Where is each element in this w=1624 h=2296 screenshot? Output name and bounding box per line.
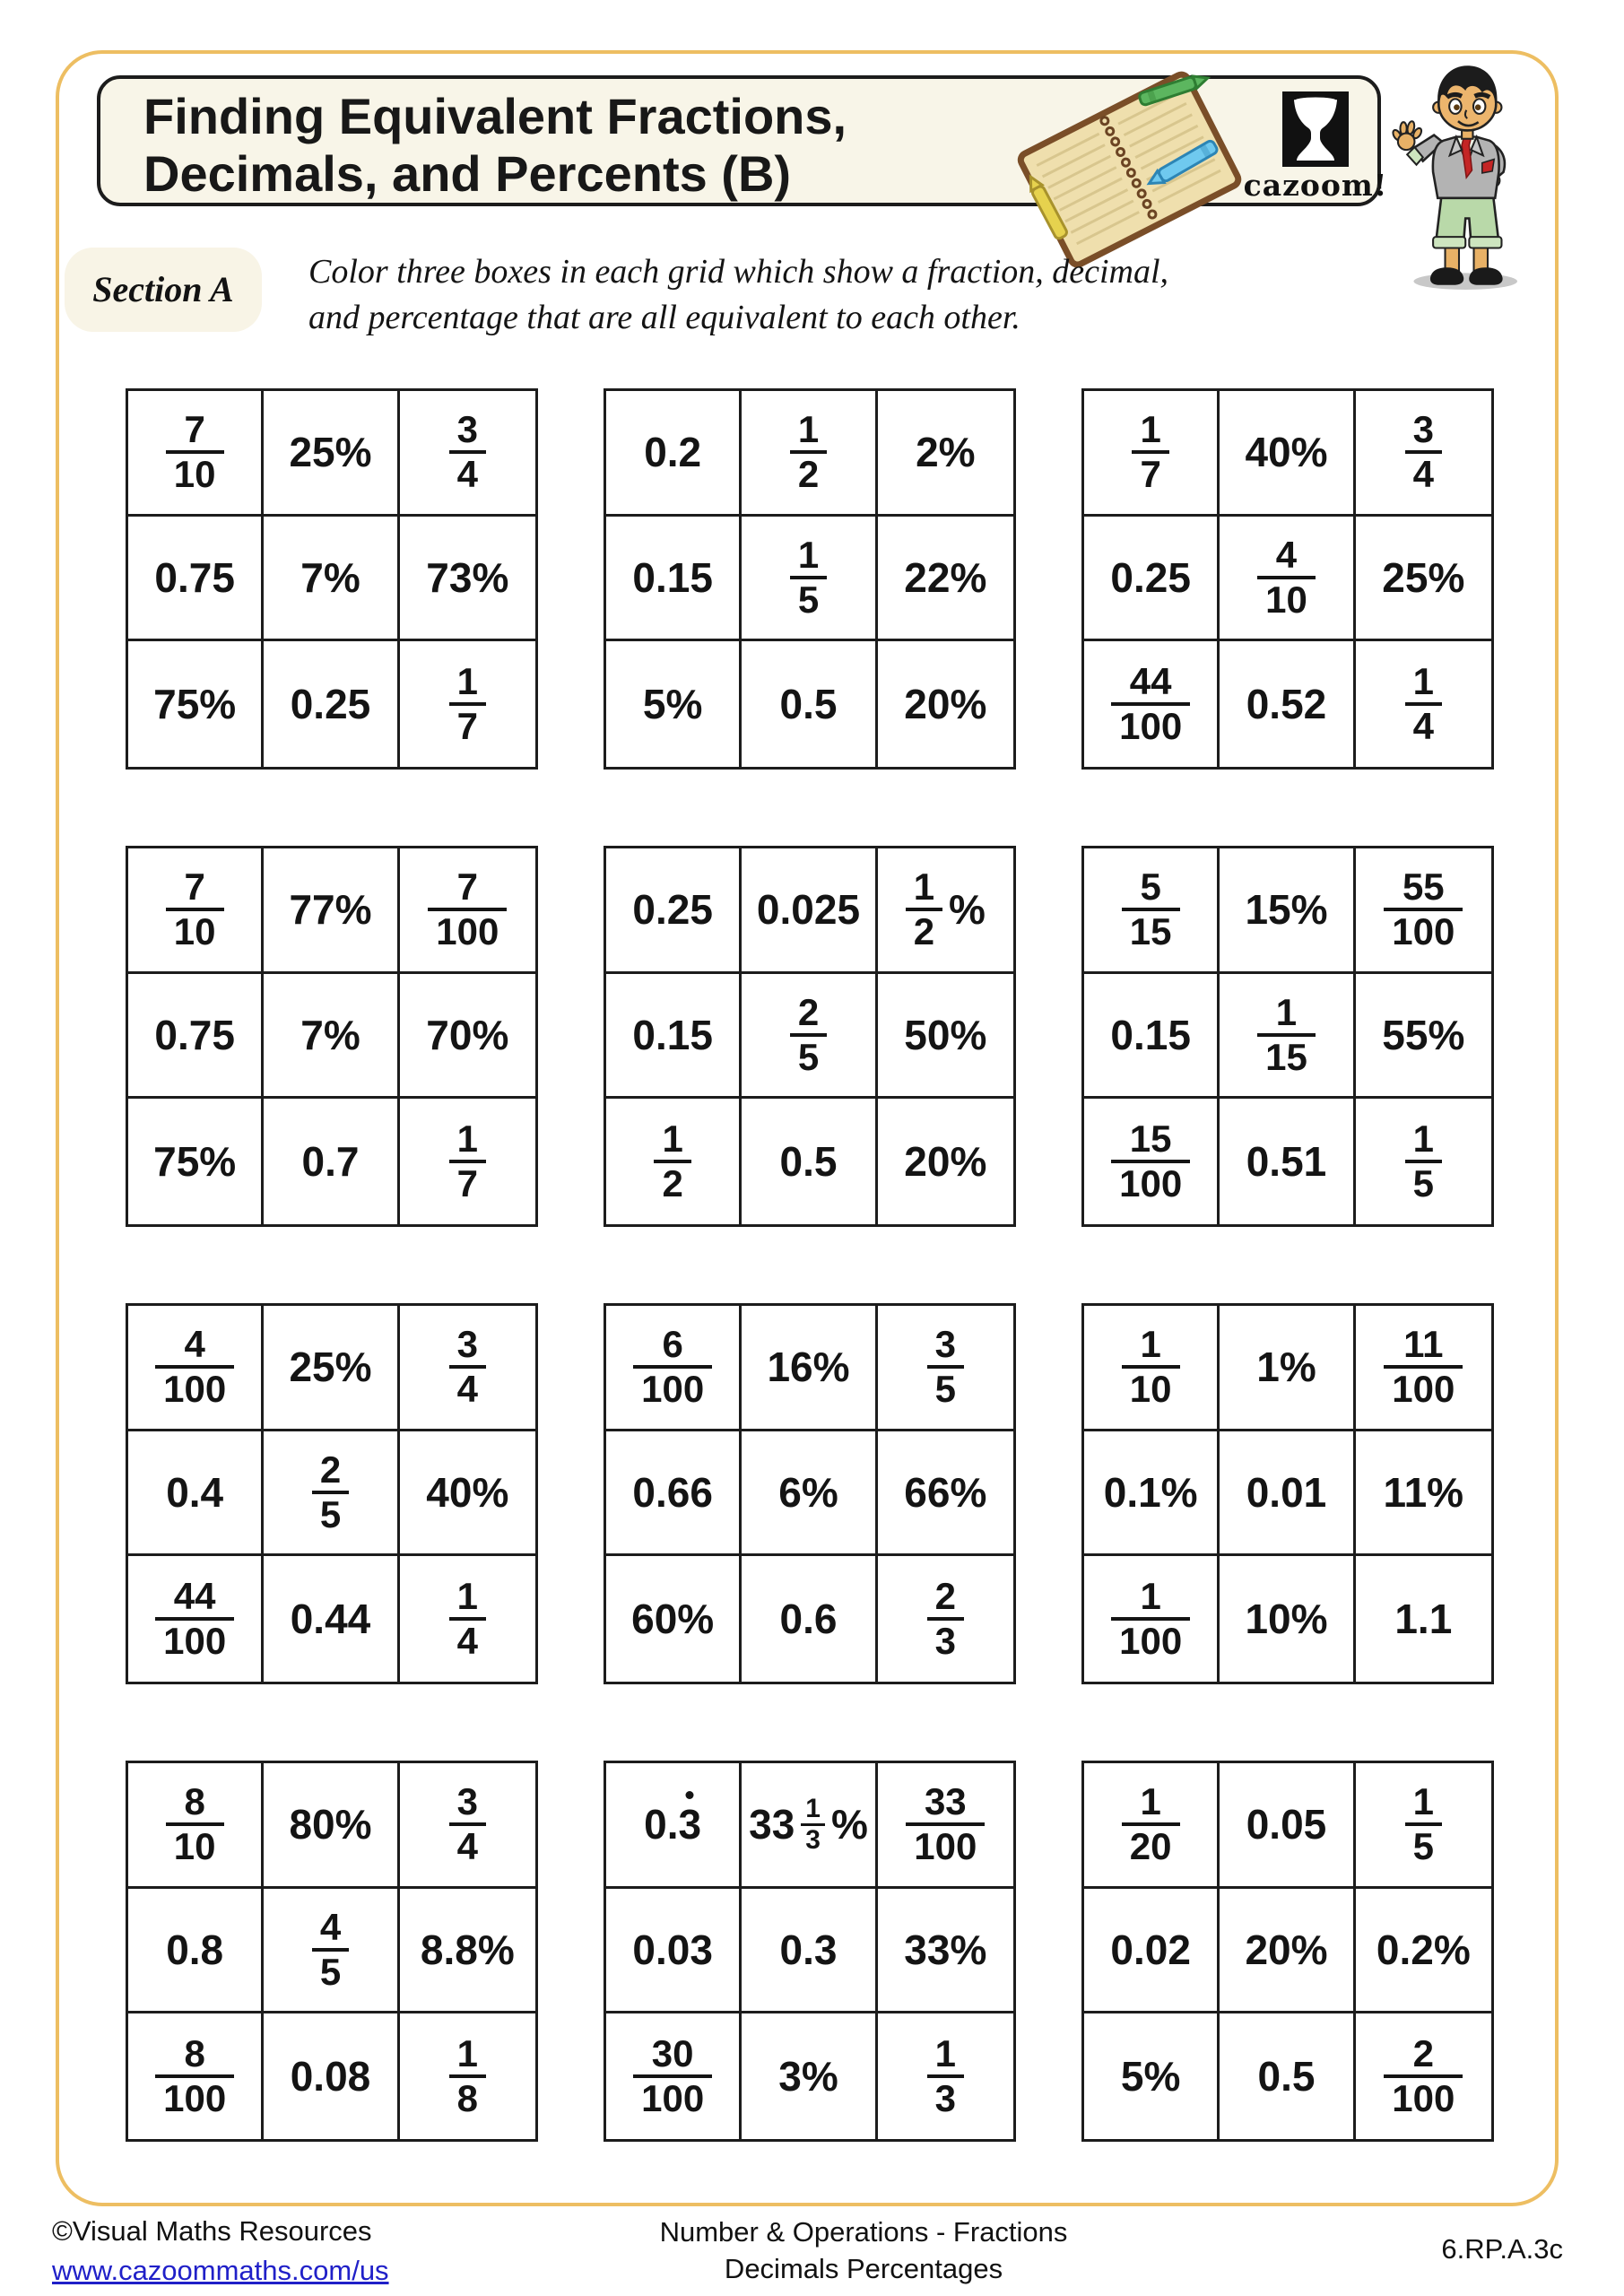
cell-value: 7%	[300, 553, 360, 601]
grid-11-cell-6[interactable]	[878, 1889, 1013, 2014]
grid-3-cell-9[interactable]	[1356, 641, 1491, 767]
grid-1	[126, 388, 538, 770]
cell-value: 0.7	[301, 1138, 360, 1186]
cell-value: 0.25	[1110, 553, 1191, 601]
grid-3-cell-8[interactable]	[1220, 641, 1355, 767]
grid-11-cell-7[interactable]	[606, 2013, 742, 2139]
fraction-value: $\frac{1}{7}$	[1132, 409, 1168, 495]
fraction-value: $\frac{7}{10}$	[166, 866, 224, 952]
grid-3-cell-4[interactable]	[1084, 517, 1220, 642]
cell-value: 25%	[289, 1344, 372, 1391]
section-a-label: Section A	[65, 248, 262, 332]
grid-5-cell-3[interactable]	[878, 848, 1013, 974]
cell-value: 0.75	[154, 553, 235, 601]
fraction-value: $\frac{1}{3}$	[927, 2033, 964, 2119]
cell-value: 0.5	[779, 1138, 838, 1186]
grid-5	[604, 846, 1016, 1227]
cell-value: 0.02	[1110, 1926, 1191, 1973]
fraction-value: $\frac{1}{8}$	[449, 2033, 486, 2119]
footer-topic-line1: Number & Operations - Fractions	[659, 2216, 1068, 2248]
grid-12-cell-8[interactable]	[1220, 2013, 1355, 2139]
grid-3-cell-1[interactable]	[1084, 391, 1220, 517]
cell-value: 33%	[904, 1926, 987, 1973]
grid-5-cell-1[interactable]	[606, 848, 742, 974]
fraction-value: $\frac{2}{5}$	[312, 1449, 349, 1535]
cell-value: 60%	[631, 1596, 715, 1643]
grid-1-cell-6[interactable]	[400, 517, 535, 642]
grid-8-cell-5[interactable]	[742, 1431, 877, 1557]
grid-12-cell-3[interactable]	[1356, 1763, 1491, 1889]
cell-value: 0.03	[632, 1926, 713, 1973]
grid-1-cell-3[interactable]	[400, 391, 535, 517]
fraction-value: $\frac{11}{100}$	[1384, 1324, 1463, 1410]
grid-6-cell-2[interactable]	[1220, 848, 1355, 974]
grid-9-cell-7[interactable]	[1084, 1556, 1220, 1682]
grid-5-cell-4[interactable]	[606, 974, 742, 1100]
fraction-value: $\frac{1}{3}$	[801, 1795, 825, 1855]
page-title-line1: Finding Equivalent Fractions,	[143, 88, 847, 144]
cell-value: 0.25	[632, 886, 713, 934]
fraction-value: $\frac{4}{100}$	[155, 1324, 234, 1410]
fraction-value: $\frac{1}{2}$	[906, 866, 942, 952]
fraction-value: $\frac{2}{3}$	[927, 1576, 964, 1662]
grid-12	[1081, 1761, 1494, 2142]
grid-5-cell-2[interactable]	[742, 848, 877, 974]
grid-3-cell-2[interactable]	[1220, 391, 1355, 517]
grid-10-cell-5[interactable]	[264, 1889, 399, 2014]
footer-topic-line2: Decimals Percentages	[724, 2253, 1003, 2284]
grid-4-cell-5[interactable]	[264, 974, 399, 1100]
cell-value: 25%	[1382, 553, 1465, 601]
fraction-value: $\frac{15}{100}$	[1111, 1118, 1190, 1205]
fraction-value: $\frac{6}{100}$	[633, 1324, 712, 1410]
cazoom-logo	[1239, 91, 1392, 203]
cell-value: 0.25	[290, 681, 371, 728]
grid-1-cell-7[interactable]	[128, 641, 264, 767]
grid-3-cell-5[interactable]	[1220, 517, 1355, 642]
cell-value: 16%	[767, 1344, 850, 1391]
cell-value: 1%	[1256, 1344, 1316, 1391]
grid-2-cell-5[interactable]	[742, 517, 877, 642]
footer-left	[52, 2213, 389, 2289]
grid-10-cell-8[interactable]	[264, 2013, 399, 2139]
grid-9	[1081, 1303, 1494, 1684]
cell-value: 10%	[1245, 1596, 1328, 1643]
grid-11-cell-2[interactable]	[742, 1763, 877, 1889]
instruction-line1: Color three boxes in each grid which show a fraction, decimal,	[308, 253, 1169, 291]
mixed-number-percent-value: 33 $\frac{1}{3}$ %	[749, 1794, 868, 1855]
grid-4-cell-4[interactable]	[128, 974, 264, 1100]
grid-5-cell-5[interactable]	[742, 974, 877, 1100]
grid-8-cell-7[interactable]	[606, 1556, 742, 1682]
fraction-value: $\frac{1}{10}$	[1122, 1324, 1180, 1410]
fraction-value: $\frac{3}{4}$	[449, 1781, 486, 1867]
cell-value: 3%	[778, 2053, 838, 2100]
cell-value: 25%	[289, 429, 372, 476]
cell-value: 0.4	[166, 1468, 224, 1516]
fraction-value: $\frac{8}{100}$	[155, 2033, 234, 2119]
grid-4-cell-1[interactable]	[128, 848, 264, 974]
cell-value: 66%	[904, 1468, 987, 1516]
grid-7-cell-8[interactable]	[264, 1556, 399, 1682]
cell-value: 0.15	[632, 1011, 713, 1058]
grid-8-cell-3[interactable]	[878, 1306, 1013, 1431]
grid-10-cell-6[interactable]	[400, 1889, 535, 2014]
grid-6-cell-4[interactable]	[1084, 974, 1220, 1100]
page-title	[143, 88, 847, 203]
grid-7-cell-9[interactable]	[400, 1556, 535, 1682]
grid-9-cell-2[interactable]	[1220, 1306, 1355, 1431]
fraction-value: $\frac{1}{4}$	[449, 1576, 486, 1662]
grid-2	[604, 388, 1016, 770]
cell-value: 0.52	[1246, 681, 1327, 728]
fraction-value: $\frac{3}{4}$	[449, 409, 486, 495]
grid-3-cell-6[interactable]	[1356, 517, 1491, 642]
cell-value: 55%	[1382, 1011, 1465, 1058]
recurring-decimal-value: 0.3	[644, 1800, 701, 1848]
grid-10-cell-1[interactable]	[128, 1763, 264, 1889]
grid-8-cell-9[interactable]	[878, 1556, 1013, 1682]
cell-value: 0.44	[290, 1596, 371, 1643]
cell-value: 75%	[153, 1138, 237, 1186]
cell-value: 5%	[642, 681, 703, 728]
grid-5-cell-7[interactable]	[606, 1099, 742, 1224]
fraction-value: $\frac{1}{100}$	[1111, 1576, 1190, 1662]
grid-6-cell-8[interactable]	[1220, 1099, 1355, 1224]
cell-value: 70%	[426, 1011, 509, 1058]
grid-6-cell-6[interactable]	[1356, 974, 1491, 1100]
cell-value: 0.025	[756, 886, 861, 934]
cell-value: 20%	[1245, 1926, 1328, 1973]
grid-11-cell-3[interactable]	[878, 1763, 1013, 1889]
fraction-value: $\frac{1}{5}$	[1405, 1781, 1442, 1867]
fraction-value: $\frac{2}{100}$	[1384, 2033, 1463, 2119]
grid-9-cell-4[interactable]	[1084, 1431, 1220, 1557]
cell-value: 0.15	[632, 553, 713, 601]
grid-9-cell-3[interactable]	[1356, 1306, 1491, 1431]
grid-7	[126, 1303, 538, 1684]
grid-11-cell-4[interactable]	[606, 1889, 742, 2014]
grid-4-cell-2[interactable]	[264, 848, 399, 974]
grids-container	[126, 388, 1494, 2142]
cell-value: 0.08	[290, 2053, 371, 2100]
cell-value: 8.8%	[420, 1926, 515, 1973]
grid-7-cell-4[interactable]	[128, 1431, 264, 1557]
fraction-value: $\frac{1}{7}$	[449, 661, 486, 747]
grid-12-cell-2[interactable]	[1220, 1763, 1355, 1889]
fraction-value: $\frac{1}{4}$	[1405, 661, 1442, 747]
grid-7-cell-6[interactable]	[400, 1431, 535, 1557]
grid-10	[126, 1761, 538, 2142]
fraction-value: $\frac{2}{5}$	[790, 992, 827, 1078]
cell-value: 0.8	[166, 1926, 224, 1973]
cell-value: 0.2	[644, 429, 702, 476]
cazoom-goblet-icon	[1282, 91, 1349, 167]
grid-6-cell-1[interactable]	[1084, 848, 1220, 974]
fraction-value: $\frac{33}{100}$	[906, 1781, 985, 1867]
grid-6-cell-5[interactable]	[1220, 974, 1355, 1100]
copyright-text: ©Visual Maths Resources	[52, 2215, 372, 2247]
fraction-value: $\frac{1}{20}$	[1122, 1781, 1180, 1867]
grid-11-cell-8[interactable]	[742, 2013, 877, 2139]
grid-12-cell-5[interactable]	[1220, 1889, 1355, 2014]
grid-8	[604, 1303, 1016, 1684]
grid-4-cell-3[interactable]	[400, 848, 535, 974]
cell-value: 75%	[153, 681, 237, 728]
fraction-value: $\frac{1}{2}$	[790, 409, 827, 495]
grid-11	[604, 1761, 1016, 2142]
cell-value: 15%	[1245, 886, 1328, 934]
grid-10-cell-3[interactable]	[400, 1763, 535, 1889]
grid-2-cell-6[interactable]	[878, 517, 1013, 642]
grid-2-cell-7[interactable]	[606, 641, 742, 767]
cell-value: 0.2%	[1376, 1926, 1471, 1973]
grid-11-cell-1[interactable]	[606, 1763, 742, 1889]
grid-9-cell-1[interactable]	[1084, 1306, 1220, 1431]
grid-5-cell-6[interactable]	[878, 974, 1013, 1100]
fraction-value: $\frac{3}{4}$	[449, 1324, 486, 1410]
cell-value: 80%	[289, 1801, 372, 1848]
fraction-value: $\frac{8}{10}$	[166, 1781, 224, 1867]
grid-4-cell-6[interactable]	[400, 974, 535, 1100]
grid-8-cell-8[interactable]	[742, 1556, 877, 1682]
cell-value: 0.01	[1246, 1468, 1327, 1516]
cell-value: 0.6	[779, 1596, 838, 1643]
grid-1-cell-4[interactable]	[128, 517, 264, 642]
instruction-line2: and percentage that are all equivalent to each other.	[308, 299, 1020, 336]
fraction-value: $\frac{7}{100}$	[428, 866, 507, 952]
grid-2-cell-9[interactable]	[878, 641, 1013, 767]
grid-9-cell-6[interactable]	[1356, 1431, 1491, 1557]
cell-value: 5%	[1120, 2053, 1181, 2100]
fraction-value: $\frac{4}{10}$	[1257, 535, 1316, 621]
cell-value: 40%	[426, 1468, 509, 1516]
grid-8-cell-1[interactable]	[606, 1306, 742, 1431]
grid-10-cell-4[interactable]	[128, 1889, 264, 2014]
grid-11-cell-9[interactable]	[878, 2013, 1013, 2139]
grid-7-cell-2[interactable]	[264, 1306, 399, 1431]
grid-7-cell-1[interactable]	[128, 1306, 264, 1431]
grid-6-cell-3[interactable]	[1356, 848, 1491, 974]
fraction-value: $\frac{3}{4}$	[1405, 409, 1442, 495]
boy-mascot-illustration	[1379, 59, 1539, 291]
cell-value: 40%	[1245, 429, 1328, 476]
grid-10-cell-2[interactable]	[264, 1763, 399, 1889]
grid-12-cell-1[interactable]	[1084, 1763, 1220, 1889]
footer-topic	[660, 2213, 1068, 2287]
grid-8-cell-4[interactable]	[606, 1431, 742, 1557]
website-link[interactable]: www.cazoommaths.com/us	[52, 2255, 389, 2286]
grid-8-cell-6[interactable]	[878, 1431, 1013, 1557]
grid-1-cell-9[interactable]	[400, 641, 535, 767]
fraction-value: $\frac{7}{10}$	[166, 409, 224, 495]
grid-7-cell-7[interactable]	[128, 1556, 264, 1682]
cell-value: 77%	[289, 886, 372, 934]
fraction-value: $\frac{30}{100}$	[633, 2033, 712, 2119]
cell-value: 2%	[916, 429, 976, 476]
fraction-value: $\frac{5}{15}$	[1122, 866, 1180, 952]
grid-12-cell-9[interactable]	[1356, 2013, 1491, 2139]
title-box	[97, 75, 1388, 206]
cell-value: 7%	[300, 1011, 360, 1058]
cell-value: 0.66	[632, 1468, 713, 1516]
cell-value: 0.51	[1246, 1138, 1327, 1186]
fraction-value: $\frac{55}{100}$	[1384, 866, 1463, 952]
grid-6	[1081, 846, 1494, 1227]
grid-12-cell-7[interactable]	[1084, 2013, 1220, 2139]
fraction-value: $\frac{1}{5}$	[1405, 1118, 1442, 1205]
grid-10-cell-9[interactable]	[400, 2013, 535, 2139]
grid-3-cell-3[interactable]	[1356, 391, 1491, 517]
grid-2-cell-8[interactable]	[742, 641, 877, 767]
grid-6-cell-9[interactable]	[1356, 1099, 1491, 1224]
grid-1-cell-2[interactable]	[264, 391, 399, 517]
grid-1-cell-5[interactable]	[264, 517, 399, 642]
cell-value: 73%	[426, 553, 509, 601]
grid-1-cell-1[interactable]	[128, 391, 264, 517]
grid-4-cell-7[interactable]	[128, 1099, 264, 1224]
fraction-percent-value: $\frac{1}{2}$ %	[906, 866, 986, 952]
fraction-value: $\frac{4}{5}$	[312, 1907, 349, 1993]
grid-7-cell-3[interactable]	[400, 1306, 535, 1431]
grid-3	[1081, 388, 1494, 770]
grid-2-cell-1[interactable]	[606, 391, 742, 517]
grid-2-cell-3[interactable]	[878, 391, 1013, 517]
fraction-value: $\frac{1}{7}$	[449, 1118, 486, 1205]
cazoom-logo-text: cazoom!	[1243, 168, 1388, 203]
cell-value: 6%	[778, 1468, 838, 1516]
fraction-value: $\frac{3}{5}$	[927, 1324, 964, 1410]
fraction-value: $\frac{1}{2}$	[654, 1118, 690, 1205]
grid-2-cell-4[interactable]	[606, 517, 742, 642]
fraction-value: $\frac{44}{100}$	[155, 1576, 234, 1662]
grid-10-cell-7[interactable]	[128, 2013, 264, 2139]
fraction-value: $\frac{1}{5}$	[790, 535, 827, 621]
instruction-text	[308, 249, 1168, 341]
grid-8-cell-2[interactable]	[742, 1306, 877, 1431]
cell-value: 11%	[1383, 1468, 1464, 1516]
cell-value: 0.1%	[1103, 1468, 1198, 1516]
grid-4-cell-9[interactable]	[400, 1099, 535, 1224]
grid-4	[126, 846, 538, 1227]
cell-value: 0.3	[779, 1926, 838, 1973]
standard-code: 6.RP.A.3c	[1441, 2233, 1563, 2265]
grid-9-cell-5[interactable]	[1220, 1431, 1355, 1557]
cell-value: 0.5	[1257, 2053, 1316, 2100]
grid-5-cell-9[interactable]	[878, 1099, 1013, 1224]
cell-value: 0.15	[1110, 1011, 1191, 1058]
cell-value: 22%	[904, 553, 987, 601]
grid-7-cell-5[interactable]	[264, 1431, 399, 1557]
grid-12-cell-6[interactable]	[1356, 1889, 1491, 2014]
grid-2-cell-2[interactable]	[742, 391, 877, 517]
cell-value: 0.5	[779, 681, 838, 728]
fraction-value: $\frac{1}{15}$	[1257, 992, 1316, 1078]
grid-9-cell-8[interactable]	[1220, 1556, 1355, 1682]
grid-6-cell-7[interactable]	[1084, 1099, 1220, 1224]
cell-value: 1.1	[1394, 1596, 1453, 1643]
grid-4-cell-8[interactable]	[264, 1099, 399, 1224]
grid-5-cell-8[interactable]	[742, 1099, 877, 1224]
page-title-line2: Decimals, and Percents (B)	[143, 145, 792, 202]
grid-11-cell-5[interactable]	[742, 1889, 877, 2014]
grid-1-cell-8[interactable]	[264, 641, 399, 767]
cell-value: 50%	[904, 1011, 987, 1058]
cell-value: 0.75	[154, 1011, 235, 1058]
cell-value: 20%	[904, 681, 987, 728]
grid-9-cell-9[interactable]	[1356, 1556, 1491, 1682]
fraction-value: $\frac{44}{100}$	[1111, 661, 1190, 747]
grid-3-cell-7[interactable]	[1084, 641, 1220, 767]
cell-value: 0.05	[1246, 1801, 1327, 1848]
grid-12-cell-4[interactable]	[1084, 1889, 1220, 2014]
cell-value: 20%	[904, 1138, 987, 1186]
